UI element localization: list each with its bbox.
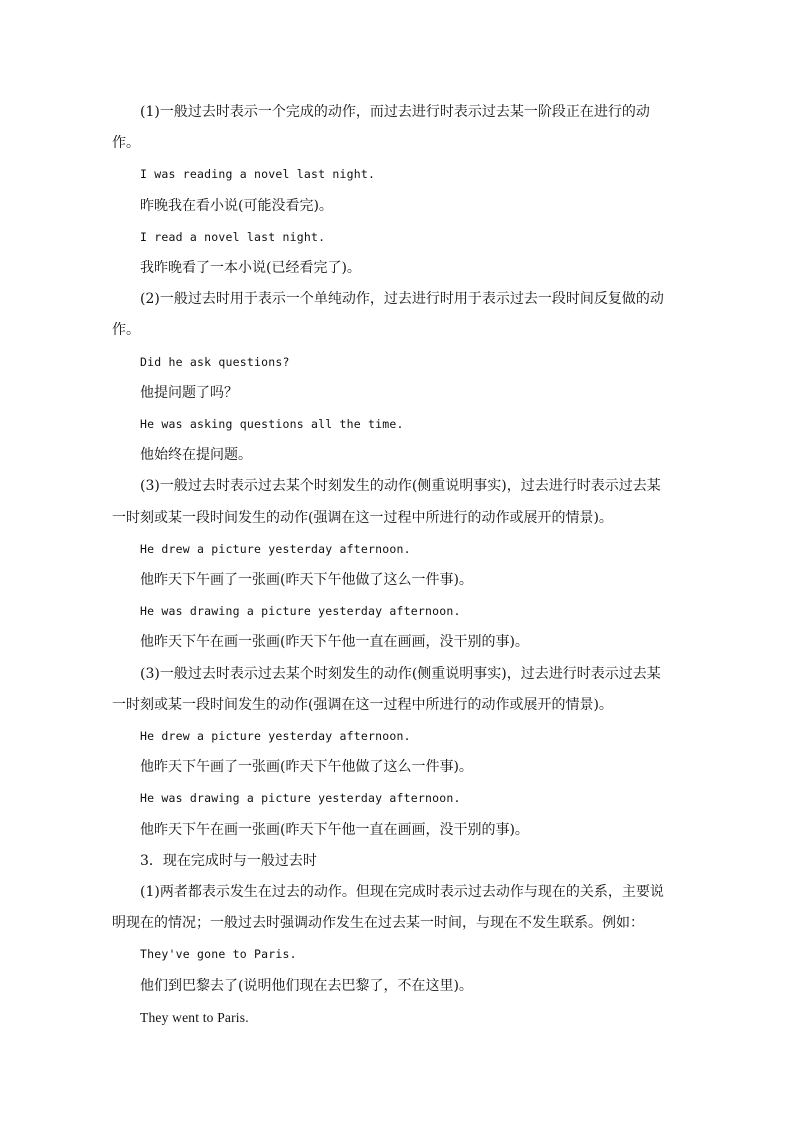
example-english: They've gone to Paris. [140, 947, 297, 962]
example-translation: 他昨天下午画了一张画(昨天下午他做了这么一件事)。 [140, 572, 473, 589]
example-english: I read a novel last night. [140, 229, 326, 244]
example-translation: 他昨天下午在画一张画(昨天下午他一直在画画，没干别的事)。 [140, 821, 529, 838]
paragraph-continuation: 作。 [112, 135, 140, 152]
example-translation: 他提问题了吗？ [140, 384, 238, 401]
paragraph-continuation: 一时刻或某一段时间发生的动作(强调在这一过程中所进行的动作或展开的情景)。 [112, 696, 613, 713]
example-translation: 他始终在提问题。 [140, 447, 252, 464]
example-english: He was drawing a picture yesterday afternoon. [140, 791, 461, 806]
example-english: Did he ask questions? [140, 354, 290, 369]
paragraph-perfect-vs-past-1: (1)两者都表示发生在过去的动作。但现在完成时表示过去动作与现在的关系，主要说 [140, 884, 664, 901]
example-english: They went to Paris. [140, 1009, 249, 1025]
example-english: He drew a picture yesterday afternoon. [140, 541, 411, 556]
example-english: I was reading a novel last night. [140, 167, 376, 182]
paragraph-past-vs-progressive-2: (2)一般过去时用于表示一个单纯动作，过去进行时用于表示过去一段时间反复做的动 [140, 291, 664, 308]
example-translation: 昨晚我在看小说(可能没看完)。 [140, 197, 333, 214]
example-translation: 我昨晚看了一本小说(已经看完了)。 [140, 260, 361, 277]
paragraph-past-vs-progressive-3-repeat: (3)一般过去时表示过去某个时刻发生的动作(侧重说明事实)，过去进行时表示过去某 [140, 665, 661, 682]
example-english: He was asking questions all the time. [140, 417, 404, 432]
paragraph-past-vs-progressive-3: (3)一般过去时表示过去某个时刻发生的动作(侧重说明事实)，过去进行时表示过去某 [140, 478, 661, 495]
example-translation: 他昨天下午画了一张画(昨天下午他做了这么一件事)。 [140, 759, 473, 776]
paragraph-continuation: 一时刻或某一段时间发生的动作(强调在这一过程中所进行的动作或展开的情景)。 [112, 509, 613, 526]
example-english: He drew a picture yesterday afternoon. [140, 729, 411, 744]
example-translation: 他们到巴黎去了(说明他们现在去巴黎了，不在这里)。 [140, 977, 473, 994]
example-translation: 他昨天下午在画一张画(昨天下午他一直在画画，没干别的事)。 [140, 634, 529, 651]
paragraph-continuation: 作。 [112, 322, 140, 339]
paragraph-continuation: 明现在的情况；一般过去时强调动作发生在过去某一时间，与现在不发生联系。例如： [112, 915, 644, 932]
example-english: He was drawing a picture yesterday afternoon. [140, 604, 461, 619]
paragraph-past-vs-progressive-1: (1)一般过去时表示一个完成的动作，而过去进行时表示过去某一阶段正在进行的动 [140, 104, 650, 120]
document-body [112, 97, 684, 1033]
section-heading: 3．现在完成时与一般过去时 [140, 852, 317, 869]
